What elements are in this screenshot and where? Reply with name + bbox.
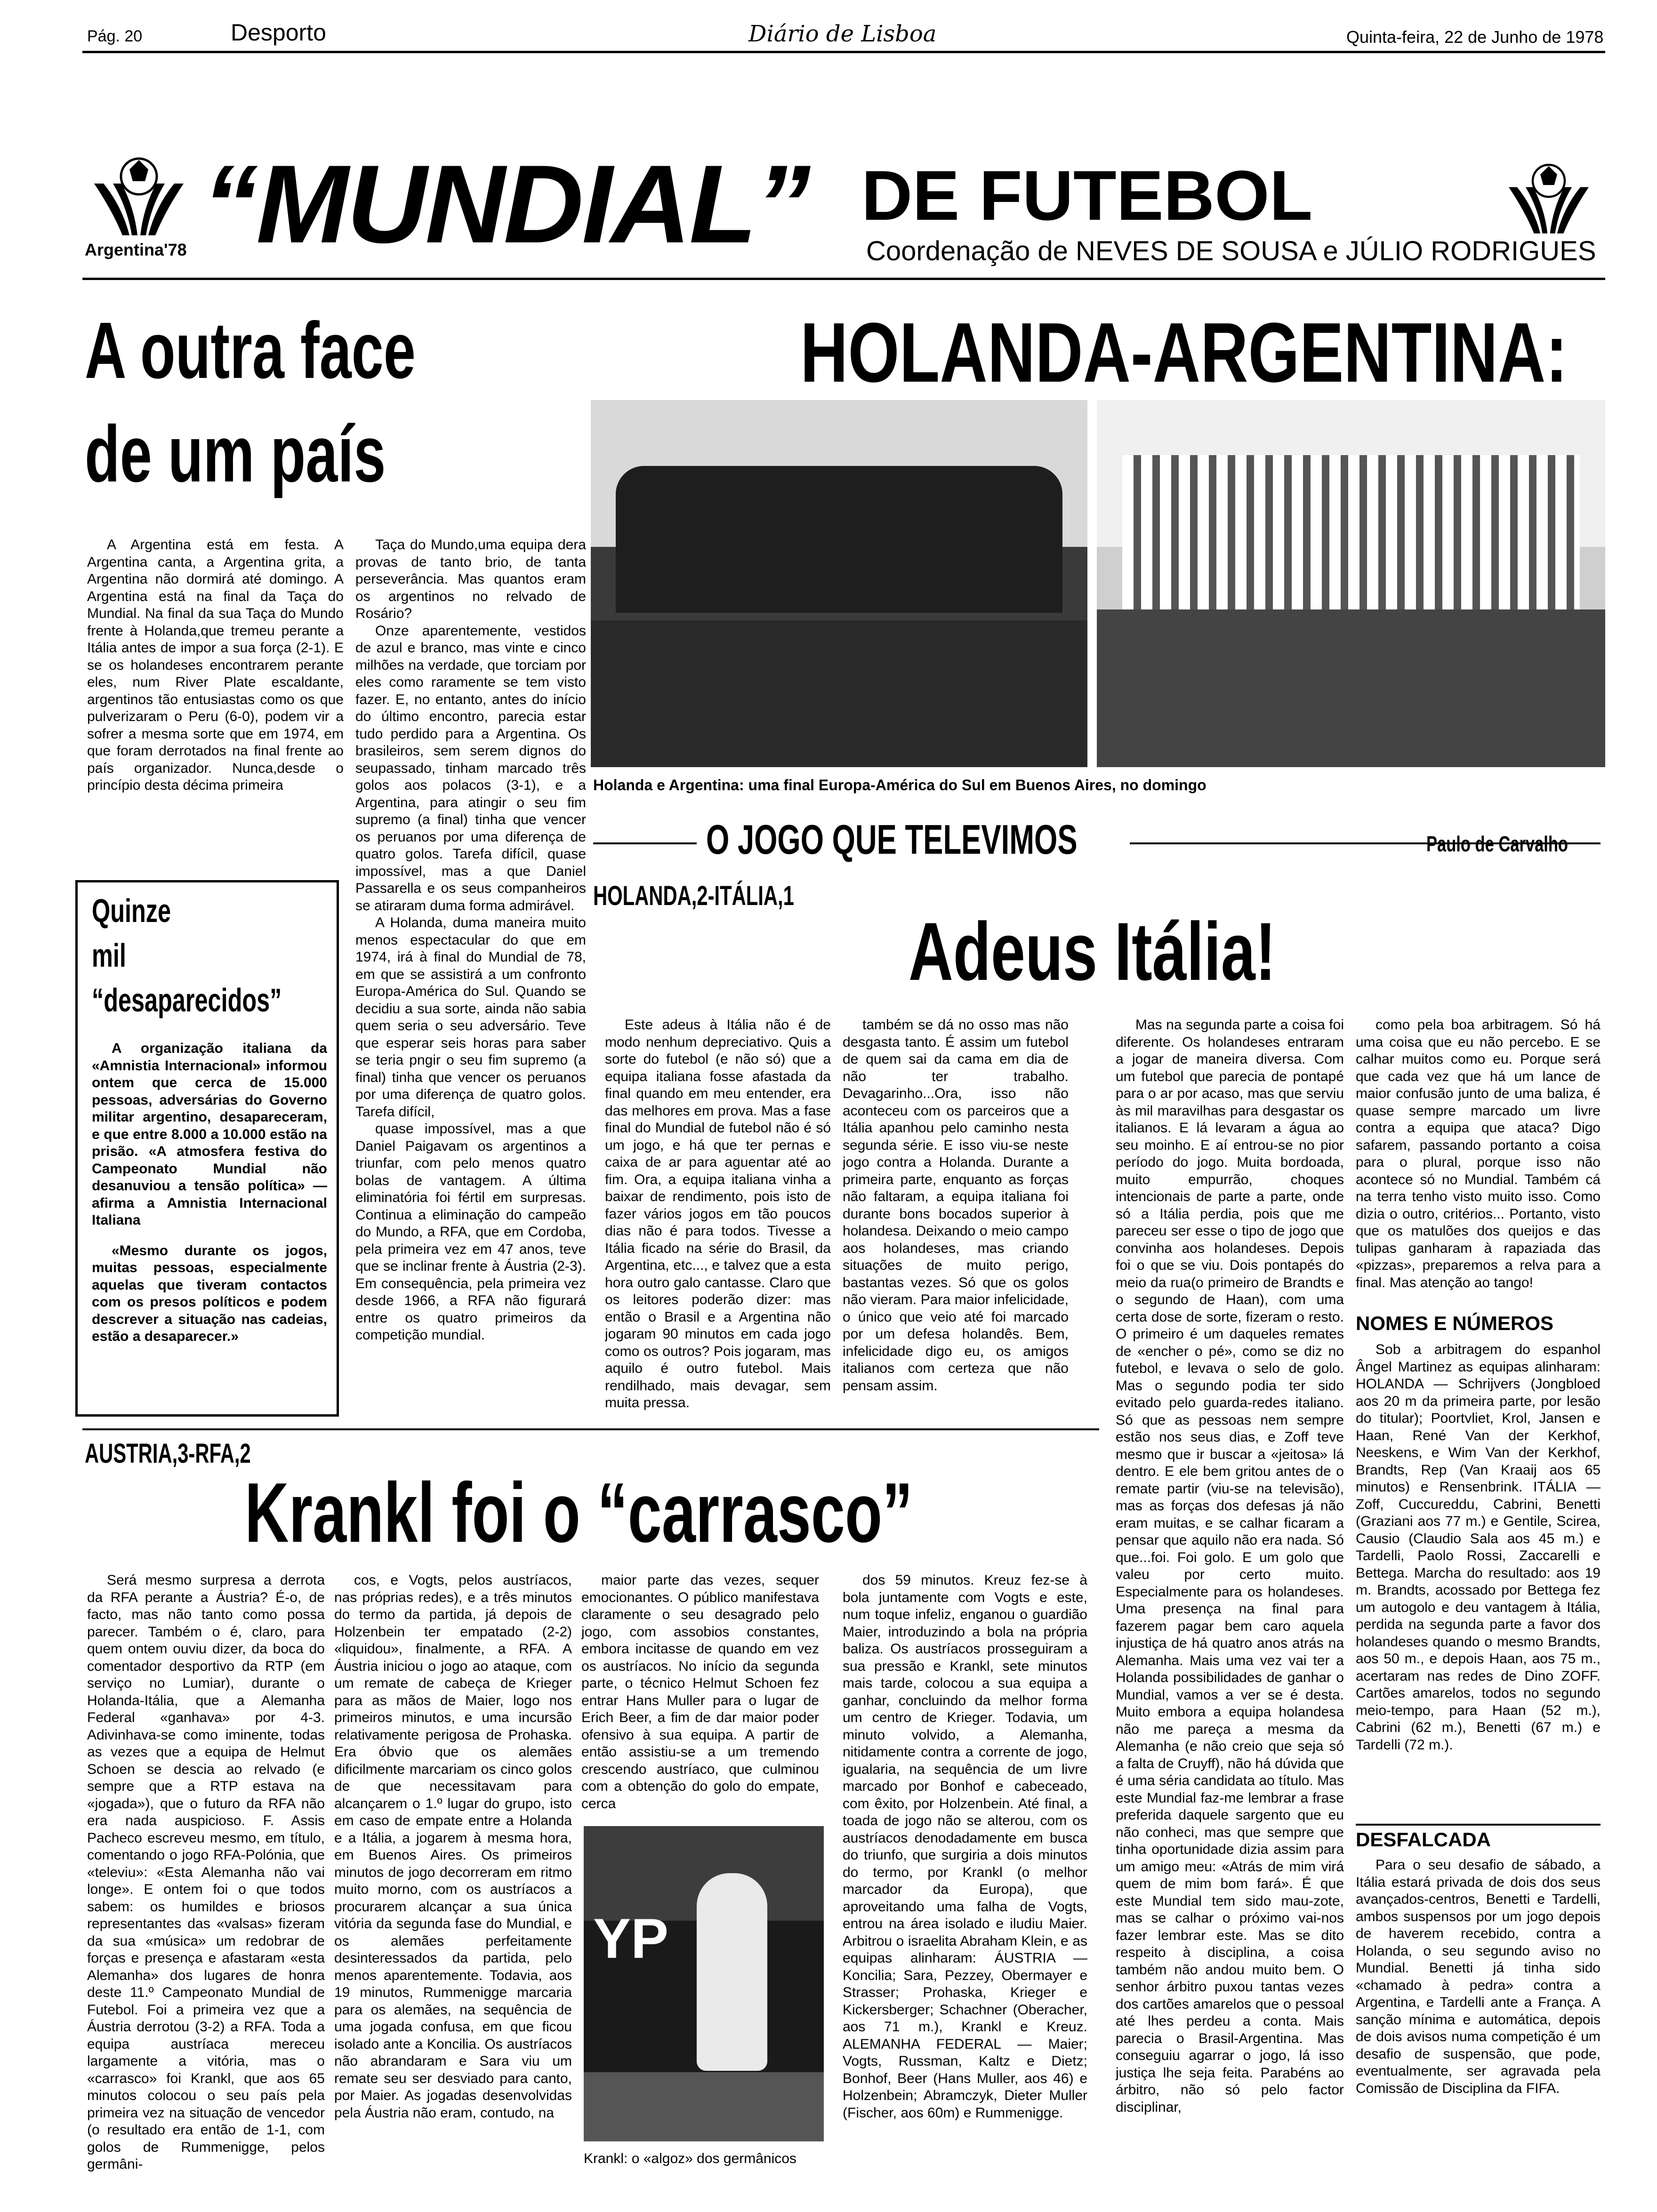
desfalcada-rule bbox=[1356, 1824, 1601, 1826]
stadium-sign-text: YP bbox=[593, 1907, 669, 1970]
outra-face-headline-1: A outra face bbox=[85, 306, 416, 395]
photo-argentina-team bbox=[1097, 400, 1605, 767]
argentina78-logo-right-icon bbox=[1497, 158, 1601, 238]
outra-face-col2: Taça do Mundo,uma equipa dera provas de tanto brio, de tanta perseverância. Mas quantos eram os argentinos no relvado de Rosário? Onze aparentemente, vestidos de azul e branco, mas vinte e cinco milhões na verdade, que torciam por eles como raramente se tem visto fazer. E, no entanto, antes do início do último encontro, parecia estar tudo perdido para a Argentina. Os brasileiros, sem serem dignos do seupassado, tinham marcado três golos aos polacos (3-1), e a Argentina, para atingir o seu fim supremo (a final) tinha que vencer os peruanos por uma diferença de quatro golos. Tarefa difícil, quase impossível, mas a que Daniel Passarella e os seus companheiros se atiraram duma forma admirável. A Holanda, duma maneira muito menos espectacular do que em 1974, irá à final do Mundial de 78, em que se assistirá a um confronto Europa-América do Sul. Quando se decidiu a sua sorte, ainda não sabia quem seria o seu adversário. Teve que esperar seis horas para saber se teria pngir o seu fim supremo (a final) tinha que vencer os peruanos por uma diferença de quatro golos. Tarefa difícil, quase impossível, mas a que Daniel Paigavam os argentinos a triunfar, com pelo menos quatro bolas de vantagem. A última eliminatória foi fértil em surpresas. Continua a eliminação do campeão do Mundo, a RFA, que em Cordoba, pela primeira vez em 47 anos, teve que se inclinar frente à Áustria (2-3). Em consequência, pela primeira vez desde 1966, a RFA não figurará entre os quatro primeiros da competição mundial. bbox=[355, 537, 586, 1343]
nomes-numeros-text: Sob a arbitragem do espanhol Ângel Martinez as equipas alinharam: HOLANDA — Schrijvers (Jongbloed aos 20 m da primeira parte, por lesão do titular); Poortvliet, Krol, Jansen e Haan, René Van der Kerkhof, Neeskens, e Wim Van der Kerkhof, Brandts, Rep (Van Kraaij aos 65 minutos) e Rensenbrink. ITÁLIA — Zoff, Cuccureddu, Cabrini, Benetti (Graziani aos 77 m.) e Gentile, Scirea, Causio (Claudio Sala aos 45 m.) e Tardelli, Paolo Rossi, Zaccarelli e Bettega. Marcha do resultado: aos 19 m. Brandts, acossado por Bettega fez um autogolo e deu vantagem à Itália, perdida na segunda parte a favor dos holandeses quando o mesmo Brandts, aos 50 m., e depois Haan, aos 75 m., acertaram nas redes de Dino ZOFF. Cartões amarelos, todos no segundo meio-tempo, para Haan (52 m.), Cabrini (62 m.), Benetti (67 m.) e Tardelli (72 m.). bbox=[1356, 1342, 1601, 1753]
holanda-argentina-headline: HOLANDA-ARGENTINA: bbox=[800, 305, 1568, 400]
outra-face-headline-2: de um país bbox=[85, 409, 386, 499]
logo-label: Argentina'78 bbox=[85, 240, 187, 259]
adeus-col3: Mas na segunda parte a coisa foi diferente. Os holandeses entraram a jogar de maneira diversa. Com um futebol que parecia de pontapé para o ar por acaso, mas que serviu às mil maravilhas para desgastar os italianos. E lá levaram a água ao seu moinho. E aí entrou-se no pior período do jogo. Muita bordoada, muito empurrão, choques intencionais de parte a parte, onde só a Itália perdia, pois que me pareceu ser esse o tipo de jogo que convinha aos holandeses. Depois foi o que se viu. Dois pontapés do meio da rua(o primeiro de Brandts e o segundo de Haan), com uma certa dose de sorte, fizeram o resto. O primeiro é um daqueles remates de «encher o pé», como se diz no futebol, e levava o selo de golo. Mas o segundo podia ter sido evitado pelo guarda-redes italiano. Só que as pessoas nem sempre estão nos seus dias, e Zoff teve mesmo que ir buscar a «jeitosa» lá dentro. E ele bem gritou antes de o remate partir (viu-se na televisão), mas as forças dos defesas já não eram muitas, e se calhar ficaram a pensar que aquilo não era nada. Só que...foi. Foi golo. E um golo que valeu por certo muito. Especialmente para os holandeses. Uma presença na final para fazerem pagar bem caro aquela injustiça de há quatro anos atrás na Alemanha. Mais uma vez vai ter a Holanda possibilidades de ganhar o Mundial, vamos a ver se é desta. Muito embora a equipa holandesa não me pareça a mesma da Alemanha (e não creio que seja só a falta de Cruyff), não há dúvida que é uma séria candidata ao título. Mas este Mundial faz-me lembrar a frase preferida daquele sargento que eu não conheci, mas que sempre que tinha oportunidade dizia assim para um amigo meu: «Atrás de mim virá quem de mim bom fará». É que este Mundial tem sido mau-zote, mas se calhar o próximo vai-nos fazer lembrar este. Mas se dito respeito à disciplina, a coisa também não andou muito bem. O senhor árbitro puxou tantas vezes dos cartões amarelos que o pessoal até lhes perdeu a conta. Mais parecia o Brasil-Argentina. Mas conseguiu agarrar o jogo, lá isso justiça lhe seja feita. Parabéns ao árbitro, não só pelo factor disciplinar, bbox=[1116, 1017, 1344, 2115]
de-futebol-title: DE FUTEBOL bbox=[861, 156, 1313, 235]
box-title-3: “desaparecidos” bbox=[92, 982, 282, 1018]
krankl-headline: Krankl foi o “carrasco” bbox=[245, 1466, 913, 1560]
issue-date: Quinta-feira, 22 de Junho de 1978 bbox=[1346, 27, 1604, 47]
nomes-numeros-title: NOMES E NÚMEROS bbox=[1356, 1312, 1554, 1334]
coordination-credit: Coordenação de NEVES DE SOUSA e JÚLIO RODRIGUES bbox=[866, 236, 1596, 266]
box-text: A organização italiana da «Amnistia Internacional» informou ontem que cerca de 15.000 pessoas, adversárias do Governo militar argentino, desapareceram, e que entre 8.000 a 10.000 estão na prisão. «A atmosfera festiva do Campeonato Mundial não desanuviou a tensão política» — afirma a Amnistia Internacional Italiana «Mesmo durante os jogos, muitas pessoas, especialmente aquelas que tiveram contactos com os presos políticos e podem descrever a situação nas cadeias, estão a desaparecer.» bbox=[92, 1041, 327, 1344]
photo-holanda-team bbox=[591, 400, 1087, 767]
krankl-col4: dos 59 minutos. Kreuz fez-se à bola juntamente com Vogts e este, num toque infeliz, enganou o guardião Maier, introduzindo a bola na própria baliza. Os austríacos prosseguiram a sua pressão e Krankl, sete minutos mais tarde, colocou a sua equipa a ganhar, concluindo da melhor forma um centro de Krieger. Todavia, um minuto volvido, a Alemanha, nitidamente contra a corrente de jogo, igualaria, na sequência de um livre marcado por Bonhof e cabeceado, com êxito, por Holzenbein. Até final, a toada de jogo não se alterou, com os austríacos denodadamente em busca do triunfo, que surgiria a dois minutos do termo, por Krankl (o melhor marcador da Europa), que aproveitando uma falha de Vogts, entrou na área isolado e iludiu Maier. Arbitrou o israelita Abraham Klein, e as equipas alinharam: ÁUSTRIA — Koncilia; Sara, Pezzey, Obermayer e Strasser; Prohaska, Krieger e Kickersberger; Schachner (Oberacher, aos 71 m.), Krankl e Kreuz. ALEMANHA FEDERAL — Maier; Vogts, Russman, Kaltz e Dietz; Bonhof, Beer (Hans Muller, aos 46) e Holzenbein; Abramczyk, Dieter Muller (Fischer, aos 60m) e Rummenigge. bbox=[843, 1572, 1087, 2121]
mundial-title: “MUNDIAL” bbox=[202, 142, 809, 266]
adeus-col4: como pela boa arbitragem. Só há uma coisa que eu não percebo. E se calhar muitos como eu. Porque será que cada vez que há um lance de maior confusão junto de uma baliza, é quase sempre marcado um livre contra a equipa que ataca? Digo safarem, passando portanto a coisa para o plural, porque isso não acontece só no Mundial. Também cá na terra tenho visto muito isso. Como dizia o outro, critérios... Portanto, visto que os matulões dos queijos e das tulipas ganharam à rapaziada das «pizzas», preparemos a relva para a final. Mas atenção ao tango! bbox=[1356, 1017, 1601, 1290]
photo-krankl bbox=[584, 1826, 824, 2141]
header-rule bbox=[82, 51, 1605, 53]
adeus-italia-headline: Adeus Itália! bbox=[909, 906, 1276, 998]
box-title-1: Quinze bbox=[92, 892, 171, 929]
outra-face-col1: A Argentina está em festa. A Argentina canta, a Argentina grita, a Argentina não dormirá até domingo. A Argentina está na final da Taça do Mundial. Na final da sua Taça do Mundo frente à Holanda,que tremeu perante a Itália antes de impor a sua força (2-1). E se os holandeses encontrarem perante eles, num River Plate escaldante, argentinos tão entusiastas como os que pulverizaram o Peru (6-0), podem vir a sofrer a mesma sorte que em 1974, em que foram derrotados na final frente ao país organizador. Nunca,desde o princípio desta décima primeira bbox=[87, 537, 344, 793]
page-number: Pág. 20 bbox=[87, 27, 143, 45]
holanda-argentina-caption: Holanda e Argentina: uma final Europa-América do Sul em Buenos Aires, no domingo bbox=[593, 777, 1207, 793]
desfalcada-title: DESFALCADA bbox=[1356, 1828, 1491, 1851]
krankl-col2: cos, e Vogts, pelos austríacos, nas próprias redes), e a três minutos do termo da partida, já depois de Holzenbein ter empatado (2-2) «liquidou», finalmente, a RFA. A Áustria iniciou o jogo ao ataque, com um remate de cabeça de Krieger para as mãos de Maier, logo nos primeiros minutos, e uma incursão relativamente perigosa de Prohaska. Era óbvio que os alemães dificilmente marcariam os cinco golos de que necessitavam para alcançarem o 1.º lugar do grupo, isto em caso de empate entre a Holanda e a Itália, a jogarem à mesma hora, em Buenos Aires. Os primeiros minutos de jogo decorreram em ritmo muito morno, com os austríacos a procurarem alcançar a sua única vitória da segunda fase do Mundial, e os alemães perfeitamente desinteressados da partida, pelo menos aparentemente. Todavia, aos 19 minutos, Rummenigge marcaria para os alemães, na sequência de uma jogada confusa, em que ficou isolado ante a Koncilia. Os austríacos não abrandaram e Sara viu um remate seu ser desviado para canto, por Maier. As jogadas desenvolvidas pela Áustria não eram, contudo, na bbox=[334, 1572, 572, 2121]
section-name: Desporto bbox=[231, 19, 326, 46]
krankl-col3: maior parte das vezes, sequer emocionantes. O público manifestava claramente o seu desagrado pelo jogo, com assobios constantes, embora incitasse de quando em vez os austríacos. No início da segunda parte, o técnico Helmut Schoen fez entrar Hans Muller para o lugar de Erich Beer, a fim de dar maior poder ofensivo à sua equipa. A partir de então assistiu-se a um tremendo crescendo austríaco, que culminou com a obtenção do golo do empate, cerca bbox=[581, 1572, 819, 1811]
jogo-kicker: O JOGO QUE TELEVIMOS bbox=[706, 816, 1078, 863]
krankl-rule bbox=[82, 1428, 1099, 1430]
adeus-col2: também se dá no osso mas não desgasta tanto. É assim um futebol de quem sai da cama em dia de não ter trabalho. Devagarinho...Ora, isso não aconteceu com os parceiros que a Itália apanhou pelo caminho nesta segunda série. E isso viu-se neste jogo contra a Holanda. Durante a primeira parte, enquanto as forças não faltaram, a equipa italiana foi durante bons bocados superior à holandesa. Deixando o meio campo aos holandeses, mas criando situações de muito perigo, bastantas vezes. Só que os golos não vieram. Para maior infelicidade, o único que veio até foi marcado por um defesa holandês. Bem, infelicidade digo eu, os amigos italianos com certeza que não pensam assim. bbox=[843, 1017, 1069, 1394]
austria-rfa-score: AUSTRIA,3-RFA,2 bbox=[85, 1438, 251, 1469]
jogo-author: Paulo de Carvalho bbox=[1426, 832, 1569, 856]
newspaper-name: Diário de Lisboa bbox=[748, 21, 937, 47]
desfalcada-text: Para o seu desafio de sábado, a Itália estará privada de dois dos seus avançados-centros, Benetti e Tardelli, ambos suspensos por um jogo depois de haverem recebido, contra a Holanda, o seu segundo aviso no Mundial. Benetti já tinha sido «chamado à pedra» contra a Argentina, e Tardelli ante a França. A sanção mínima e automática, depois de dois avisos numa competição é um desafio de suspensão, que pode, eventualmente, ser agravada pela Comissão de Disciplina da FIFA. bbox=[1356, 1857, 1601, 2096]
krankl-col1: Será mesmo surpresa a derrota da RFA perante a Áustria? É-o, de facto, mas não tanto como possa parecer. Também o é, claro, para quem ontem ouviu dizer, da boca do comentador desportivo da RTP (em serviço no Lumiar), durante o Holanda-Itália, que a Alemanha Federal «ganhava» por 4-3. Adivinhava-se como iminente, todas as vezes que a equipa de Helmut Schoen se descia ao relvado (e sempre que a RTP estava na «jogada»), que o futuro da RFA não era nada auspicioso. F. Assis Pacheco escreveu mesmo, em título, comentando o jogo RFA-Polónia, que «televiu»: «Esta Alemanha não vai longe». E ontem foi o que todos sabem: os humildes e briosos representantes das «valsas» fizeram da sua «música» um redobrar de forças e presença e afastaram «esta Alemanha» dos lugares de honra deste 11.º Campeonato Mundial de Futebol. Foi a primeira vez que a Áustria derrotou (3-2) a RFA. Toda a equipa austríaca mereceu largamente a vitória, mas o «carrasco» foi Krankl, que aos 65 minutos colocou o seu país pela primeira vez na situação de vencedor (o resultado era então de 1-1, com golos de Rummenigge, pelos germâni- bbox=[87, 1572, 325, 2172]
box-title-2: mil bbox=[92, 937, 126, 974]
jogo-rule-left bbox=[593, 842, 697, 844]
banner-rule bbox=[82, 278, 1605, 280]
adeus-col1: Este adeus à Itália não é de modo nenhum depreciativo. Quis a sorte do futebol (e não só) que a equipa italiana fosse afastada da final quando em meu entender, era das melhores em prova. Mas a fase final do Mundial de futebol não é só um jogo, e há que ter pernas e caixa de ar para aguentar até ao fim. Ora, a equipa italiana vinha a baixar de rendimento, pois isto de fazer vários jogos em tão poucos dias não é para todos. Tivesse a Itália ficado na série do Brasil, da Argentina, etc..., e talvez que a esta hora outro galo cantasse. Claro que os leitores poderão dizer: mas então o Brasil e a Argentina não jogaram 90 minutos em cada jogo como os outros? Pois jogaram, mas aquilo é outro futebol. Mais rendilhado, mais devagar, sem muita pressa. bbox=[605, 1017, 831, 1411]
krankl-photo-caption: Krankl: o «algoz» dos germânicos bbox=[584, 2151, 796, 2166]
argentina78-logo-icon bbox=[85, 151, 193, 240]
holanda-italia-score: HOLANDA,2-ITÁLIA,1 bbox=[593, 881, 794, 911]
